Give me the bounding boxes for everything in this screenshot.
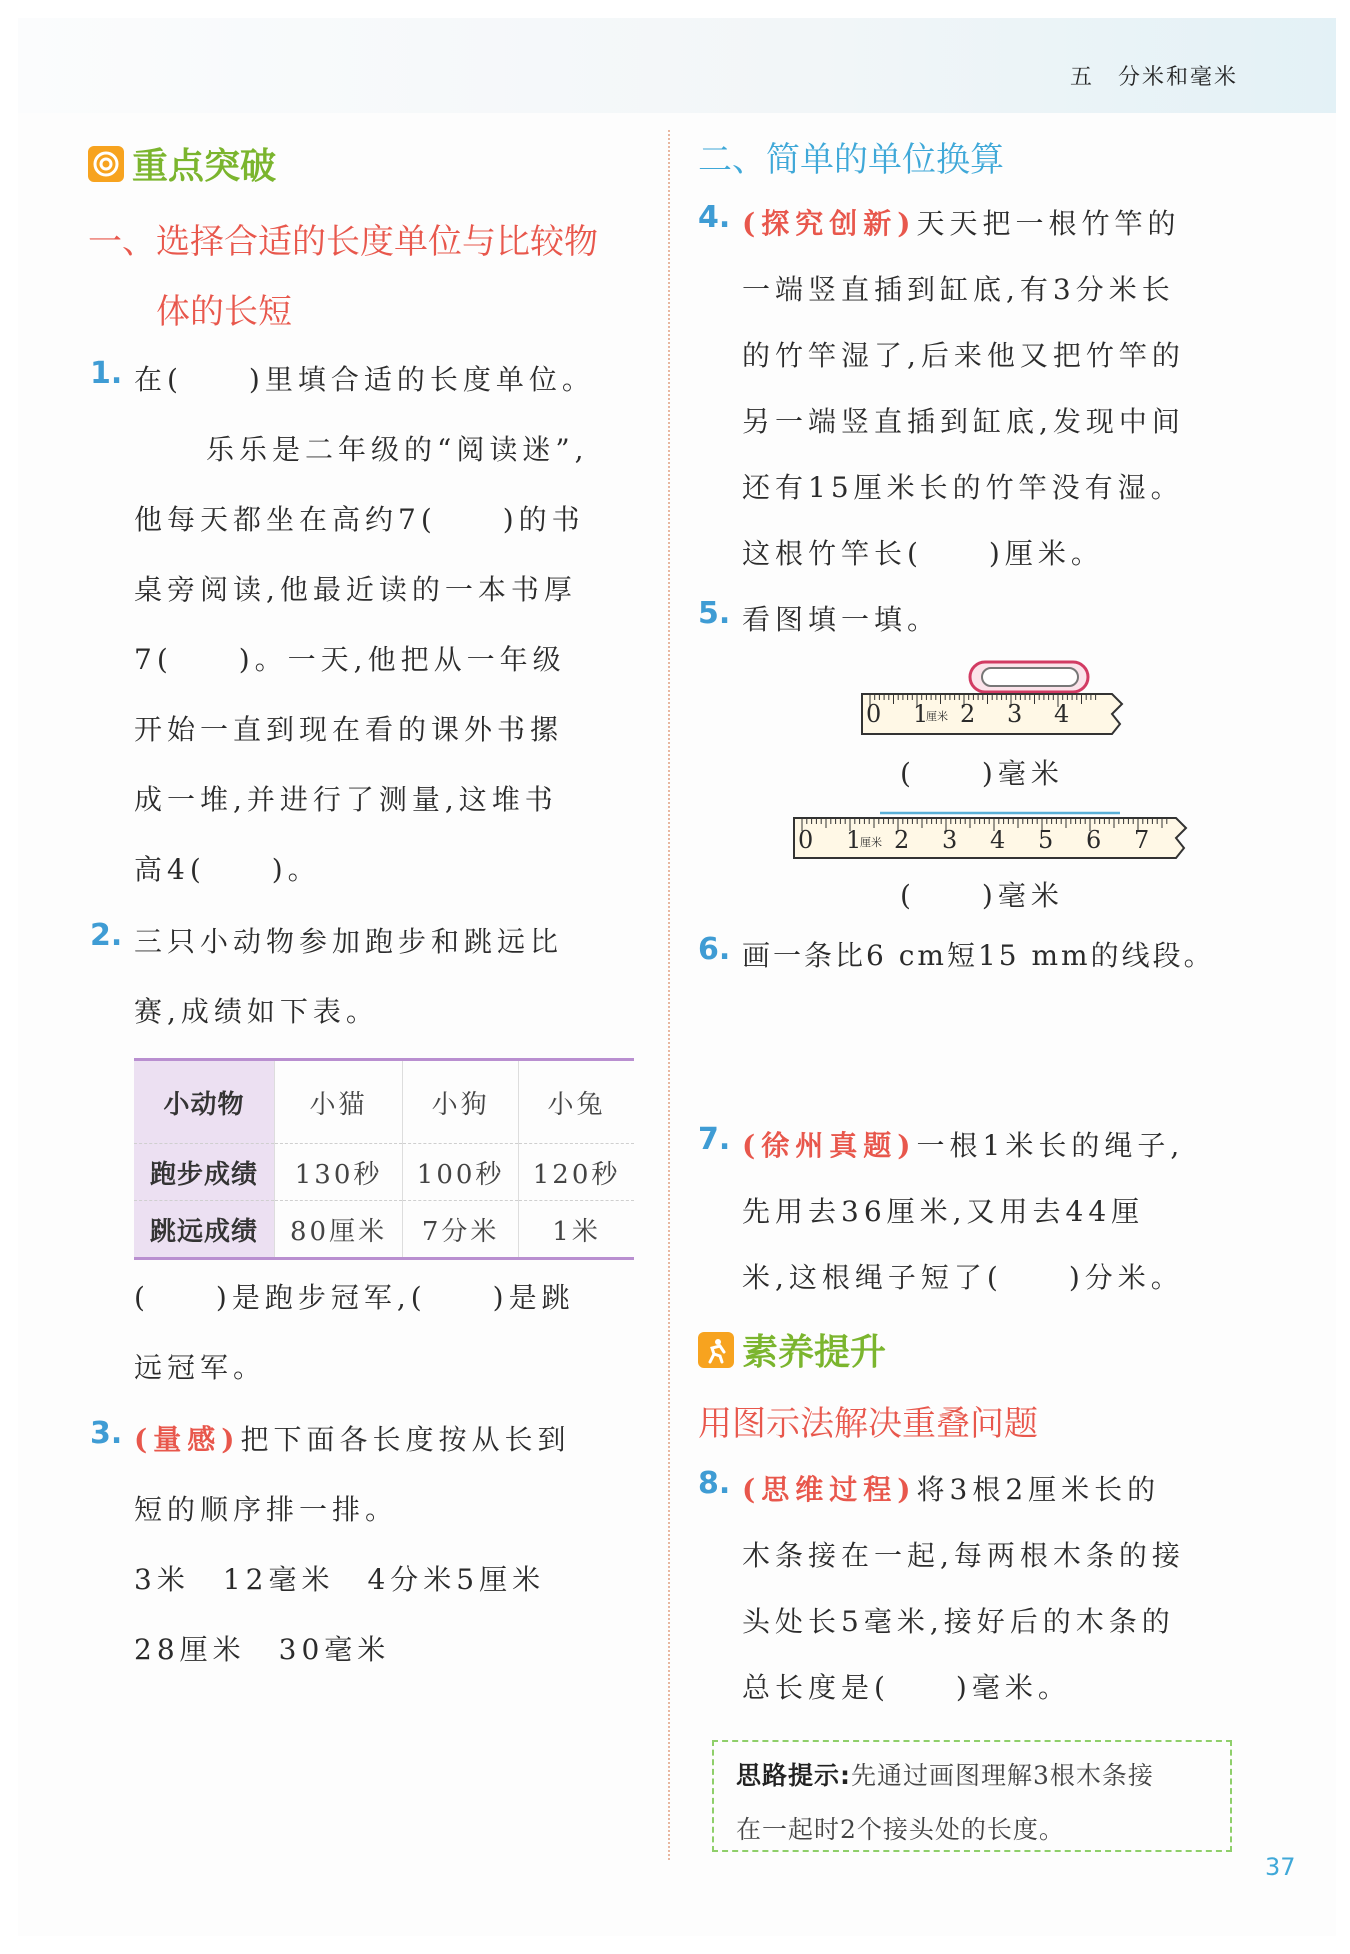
q8-line: 头处长5毫米,接好后的木条的 [742,1605,1175,1638]
ruler-tick-label: 3 [942,826,958,854]
table-cell: 120秒 [519,1144,634,1201]
section-heading-advance [698,1324,886,1375]
q1-line: 他每天都坐在高约7( )的书 [134,503,585,536]
q4-tag: (探究创新) [742,207,917,240]
table-cell: 7分米 [403,1201,519,1259]
hint-line [736,1756,1154,1792]
column-divider [668,130,670,1860]
q7-line: 先用去36厘米,又用去44厘 [742,1195,1145,1228]
q4-line: 的竹竿湿了,后来他又把竹竿的 [742,339,1185,372]
q2-line: 三只小动物参加跑步和跳远比 [134,925,564,958]
q1-line: 高4( )。 [134,853,321,886]
q5-text: 看图填一填。 [742,603,941,636]
q3-line-text: 把下面各长度按从长到 [240,1423,571,1456]
ruler-tick-label: 2 [894,826,910,854]
q4-line: 这根竹竿长( )厘米。 [742,537,1104,570]
ruler-unit-label: 厘米 [860,836,882,849]
ruler-large-labels [798,826,1178,858]
q3-line: 短的顺序排一排。 [134,1493,399,1526]
ruler-tick-label: 7 [1134,826,1150,854]
q5-answer-1: ( )毫米 [900,757,1064,790]
question-number-8: 8. [698,1466,731,1501]
table-cell: 1米 [519,1201,634,1259]
question-number-1: 1. [90,356,123,391]
question-number-3: 3. [90,1416,123,1451]
q8-line: 木条接在一起,每两根木条的接 [742,1539,1185,1572]
table-cell: 跳远成绩 [134,1201,275,1259]
q1-line: 桌旁阅读,他最近读的一本书厚 [134,573,577,606]
table-row [134,1144,634,1201]
table-header-cell: 小动物 [134,1060,275,1144]
q7-tag: (徐州真题) [742,1129,917,1162]
table-cell: 跑步成绩 [134,1144,275,1201]
ruler-tick-label: 4 [990,826,1006,854]
hint-box [712,1740,1232,1852]
q7-line-text: 一根1米长的绳子, [916,1129,1185,1162]
q7-line [742,1124,1184,1164]
q3-tag: (量感) [134,1423,241,1456]
table-cell: 100秒 [403,1144,519,1201]
topic-heading-2: 二、简单的单位换算 [698,140,1004,180]
section-heading-focus [88,138,276,189]
table-cell: 80厘米 [275,1201,403,1259]
table-row [134,1201,634,1259]
q1-line: 成一堆,并进行了测量,这堆书 [134,783,558,816]
q1-line: 在( )里填合适的长度单位。 [134,363,595,396]
question-number-7: 7. [698,1122,731,1157]
q4-line: 一端竖直插到缸底,有3分米长 [742,273,1175,306]
topic-heading-3: 用图示法解决重叠问题 [698,1404,1038,1444]
target-icon [88,146,124,182]
q2-line: 赛,成绩如下表。 [134,995,379,1028]
hint-line: 在一起时2个接头处的长度。 [736,1815,1065,1844]
table-cell: 130秒 [275,1144,403,1201]
ruler-tick-label: 6 [1086,826,1102,854]
q3-line [134,1418,571,1458]
q1-line: 开始一直到现在看的课外书摞 [134,713,564,746]
section-heading-label: 重点突破 [132,146,277,187]
ruler-tick-label: 4 [1054,700,1070,728]
results-table [134,1058,634,1260]
ruler-tick-label: 5 [1038,826,1054,854]
q8-line: 总长度是( )毫米。 [742,1671,1071,1704]
ruler-tick-label: 0 [866,700,882,728]
ruler-tick-label: 1 [913,700,929,728]
section-heading-label: 素养提升 [742,1332,887,1373]
q8-line [742,1468,1160,1508]
q1-line: 乐乐是二年级的“阅读迷”, [206,433,589,466]
chapter-title: 五 分米和毫米 [1070,65,1239,90]
ruler-small-labels [866,700,1096,734]
topic-heading-1-cont: 体的长短 [156,292,292,332]
table-header-cell: 小兔 [519,1060,634,1144]
ruler-tick-label: 2 [960,700,976,728]
q8-line-text: 将3根2厘米长的 [916,1473,1161,1506]
question-number-6: 6. [698,932,731,967]
q5-answer-2: ( )毫米 [900,879,1064,912]
q3-items: 28厘米 30毫米 [134,1633,391,1666]
q2-answer-line: ( )是跑步冠军,( )是跳 [134,1281,575,1314]
ruler-tick-label: 3 [1007,700,1023,728]
climbing-person-icon [698,1332,734,1368]
q4-line [742,202,1181,242]
ruler-tick-label: 1 [846,826,862,854]
ruler-tick-label: 0 [798,826,814,854]
hint-text: 先通过画图理解3根木条接 [851,1761,1154,1790]
q8-tag: (思维过程) [742,1473,917,1506]
question-number-5: 5. [698,596,731,631]
page-number: 37 [1265,1853,1296,1881]
q4-line: 另一端竖直插到缸底,发现中间 [742,405,1185,438]
q2-answer-line: 远冠军。 [134,1351,267,1384]
question-number-2: 2. [90,918,123,953]
q1-line: 7( )。一天,他把从一年级 [134,643,566,676]
q4-line: 还有15厘米长的竹竿没有湿。 [742,471,1184,504]
q6-text: 画一条比6 cm短15 mm的线段。 [742,939,1215,972]
table-header-cell: 小猫 [275,1060,403,1144]
q7-line: 米,这根绳子短了( )分米。 [742,1261,1184,1294]
table-header-row [134,1060,634,1144]
topic-heading-1: 一、选择合适的长度单位与比较物 [88,222,598,262]
ruler-unit-label: 厘米 [926,710,948,723]
hint-label: 思路提示: [736,1761,851,1790]
table-header-cell: 小狗 [403,1060,519,1144]
q4-line-text: 天天把一根竹竿的 [916,207,1181,240]
q3-items: 3米 12毫米 4分米5厘米 [134,1563,546,1596]
question-number-4: 4. [698,200,731,235]
